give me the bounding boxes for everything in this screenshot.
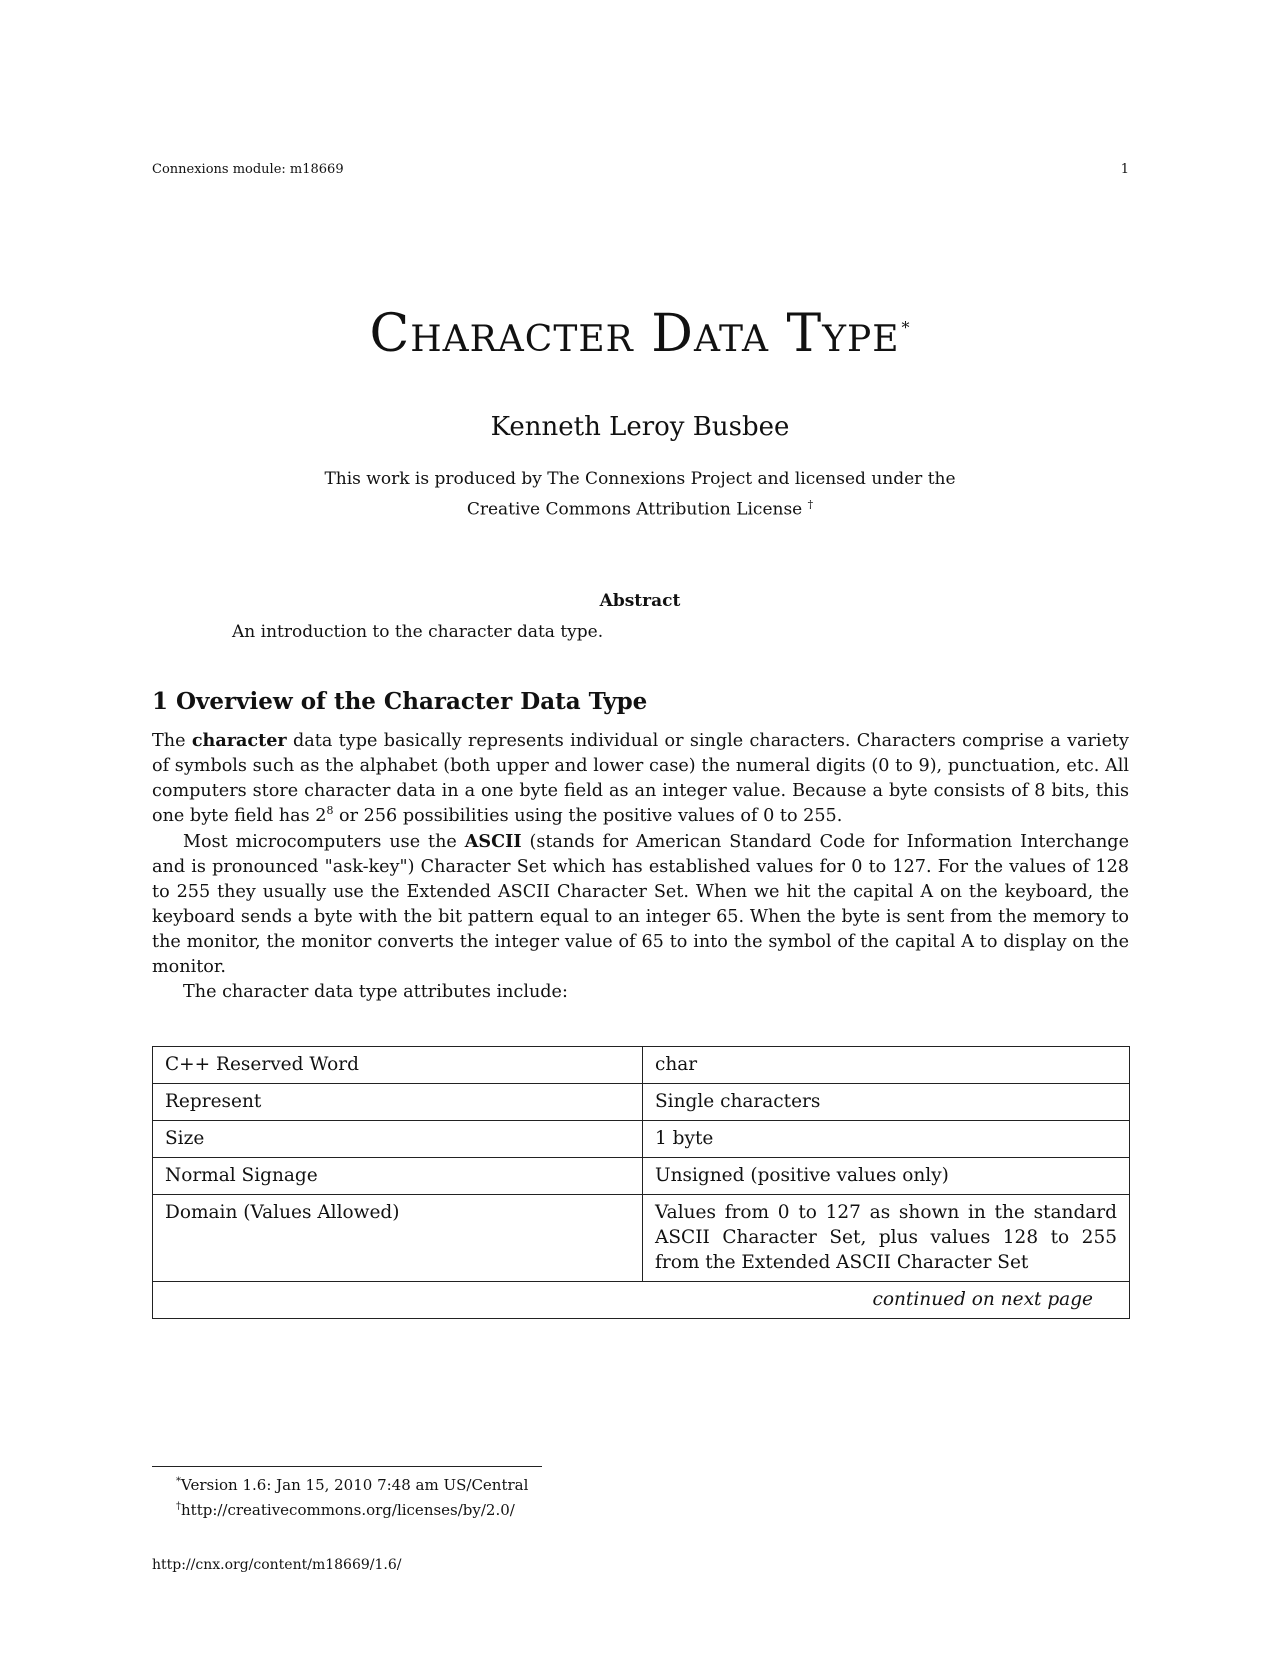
running-header xyxy=(152,162,1129,177)
footer-url[interactable]: http://cnx.org/content/m18669/1.6/ xyxy=(152,1557,402,1573)
license-notice xyxy=(0,466,1280,523)
license-line-2 xyxy=(0,492,1280,523)
section-body xyxy=(152,728,1129,1005)
term-ascii: ASCII xyxy=(464,831,522,852)
footnote-license-link[interactable] xyxy=(176,1496,528,1521)
license-text: Creative Commons Attribution License xyxy=(466,499,803,520)
module-id: Connexions module: m18669 xyxy=(152,162,344,177)
p1-text-b: data type basically represents individual or single characters. Characters comprise a variety of symbols such as the alphabet (both upper and lower case) the numeral digits (0 to 9), punctuation, etc. All computers store character data in a one byte field as an integer value. Because a byte consists of 8 bits, this one byte field has 2 xyxy=(152,731,1129,826)
continued-note: continued on next page xyxy=(153,1282,1130,1319)
attributes-table xyxy=(152,1046,1130,1319)
table-row xyxy=(153,1195,1130,1282)
paragraph-2 xyxy=(152,829,1129,980)
term-character: character xyxy=(191,730,287,751)
p2-text-a: Most microcomputers use the xyxy=(183,832,465,852)
page-number: 1 xyxy=(1120,162,1129,177)
row-value: Unsigned (positive values only) xyxy=(643,1158,1130,1195)
row-label: C++ Reserved Word xyxy=(153,1047,643,1084)
footnote-divider xyxy=(152,1466,542,1467)
footnotes xyxy=(176,1471,528,1521)
table-continued-row xyxy=(153,1282,1130,1319)
p1-text-a: The xyxy=(152,731,192,751)
table-row xyxy=(153,1158,1130,1195)
title-text: Character Data Type xyxy=(369,304,900,364)
footnote-link[interactable]: http://creativecommons.org/licenses/by/2.0/ xyxy=(181,1501,515,1519)
document-title xyxy=(0,304,1280,364)
license-line-1: This work is produced by The Connexions Project and licensed under the xyxy=(324,469,956,489)
footnote-mark: † xyxy=(176,1501,181,1512)
paragraph-3: The character data type attributes include: xyxy=(183,982,568,1002)
section-title: 1 Overview of the Character Data Type xyxy=(152,688,648,715)
p1-text-c: or 256 possibilities using the positive values of 0 to 255. xyxy=(333,806,843,826)
row-label: Size xyxy=(153,1121,643,1158)
paragraph-1 xyxy=(152,728,1129,829)
row-value: 1 byte xyxy=(643,1121,1130,1158)
row-value: char xyxy=(643,1047,1130,1084)
row-value: Values from 0 to 127 as shown in the standard ASCII Character Set, plus values 128 to 255 from the Extended ASCII Character Set xyxy=(643,1195,1130,1282)
footnote-version xyxy=(176,1471,528,1496)
abstract-heading: Abstract xyxy=(599,591,681,611)
title-footnote-mark[interactable]: * xyxy=(901,317,911,337)
table-row xyxy=(153,1121,1130,1158)
p2-text-b: (stands for American Standard Code for Information Interchange and is pronounced "ask-key") Character Set which has established values for 0 to 127. For the values of 128 to 255 they usually use the Extended ASCII Character Set. When we hit the capital A on the keyboard, the keyboard sends a byte with the bit pattern equal to an integer 65. When the byte is sent from the memory to the monitor, the monitor converts the integer value of 65 to into the symbol of the capital A to display on the monitor. xyxy=(152,832,1129,977)
author: Kenneth Leroy Busbee xyxy=(490,412,790,442)
table-row xyxy=(153,1084,1130,1121)
footnote-mark: * xyxy=(176,1476,181,1487)
abstract-text: An introduction to the character data type. xyxy=(232,622,604,642)
table-row xyxy=(153,1047,1130,1084)
license-footnote-mark[interactable]: † xyxy=(807,498,814,511)
footnote-text: Version 1.6: Jan 15, 2010 7:48 am US/Central xyxy=(181,1476,529,1494)
row-label: Normal Signage xyxy=(153,1158,643,1195)
exponent: 8 xyxy=(326,804,334,818)
row-label: Represent xyxy=(153,1084,643,1121)
row-value: Single characters xyxy=(643,1084,1130,1121)
row-label: Domain (Values Allowed) xyxy=(153,1195,643,1282)
